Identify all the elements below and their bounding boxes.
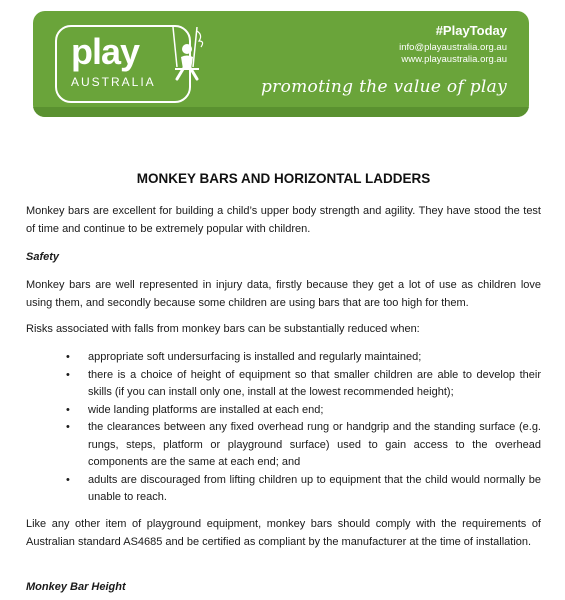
risk-bullet-list (60, 349, 541, 507)
bullet-icon: • (66, 421, 70, 433)
contact-website[interactable]: www.playaustralia.org.au (401, 54, 507, 65)
bullet-icon: • (66, 403, 70, 416)
section-heading-safety: Safety (26, 251, 60, 263)
logo-subtitle: AUSTRALIA (71, 75, 156, 89)
swing-child-icon (167, 27, 207, 97)
slogan: promoting the value of play (260, 77, 507, 97)
list-item: • adults are discouraged from lifting children up to equipment that the child would normally be unable to reach. (66, 473, 541, 503)
logo-text: play (71, 31, 140, 72)
list-item: • the clearances between any fixed overhead rung or handgrip and the standing surface (e.g. rungs, steps, platform or playground surface) used to gain access to the overhead components are the same at each end; and (66, 421, 541, 468)
safety-paragraph-1: Monkey bars are well represented in injury data, firstly because they get a lot of use as children love using them, and secondly because some children are using bars that are too high for them. (26, 279, 541, 309)
section-heading-monkey-bar-height: Monkey Bar Height (26, 581, 126, 593)
bullet-icon: • (66, 473, 70, 486)
intro-paragraph: Monkey bars are excellent for building a child’s upper body strength and agility. They have stood the test of time and continue to be extremely popular with children. (26, 205, 541, 235)
list-item: • wide landing platforms are installed at each end; (60, 402, 541, 420)
contact-block (399, 23, 507, 66)
bullet-icon: • (66, 351, 70, 363)
hashtag: #PlayToday (435, 23, 507, 38)
safety-paragraph-2: Risks associated with falls from monkey bars can be substantially reduced when: (26, 323, 420, 335)
contact-email[interactable]: info@playaustralia.org.au (399, 42, 507, 53)
list-item: • appropriate soft undersurfacing is installed and regularly maintained; (60, 349, 541, 367)
play-australia-logo (55, 25, 191, 103)
list-item: • there is a choice of height of equipment so that smaller children are able to develop their skills (if you can install only one, install at the lowest recommended height); (66, 368, 541, 398)
bullet-icon: • (66, 368, 70, 381)
page-title: MONKEY BARS AND HORIZONTAL LADDERS (136, 171, 431, 186)
header-banner (33, 11, 529, 117)
compliance-paragraph: Like any other item of playground equipment, monkey bars should comply with the requirements of Australian standard AS4685 and be certified as compliant by the manufacturer at the time of installation. (26, 518, 541, 548)
